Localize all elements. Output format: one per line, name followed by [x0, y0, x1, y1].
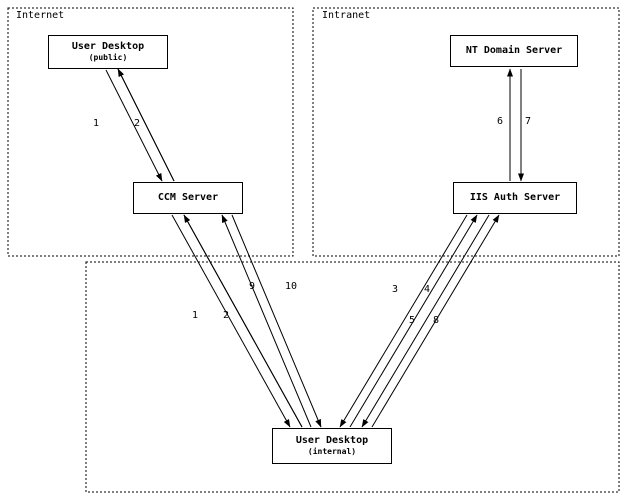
zone-label-intranet: Intranet [322, 10, 371, 21]
edge-label-3: 3 [392, 284, 399, 295]
node-iis-auth-server[interactable] [453, 182, 577, 214]
edge-label-2-public: 2 [134, 118, 141, 129]
edge-label-4: 4 [424, 284, 431, 295]
node-nt-domain-server[interactable] [450, 35, 578, 67]
edge-label-8: 8 [433, 315, 440, 326]
node-title: NT Domain Server [465, 45, 563, 56]
node-subtitle: (public) [88, 53, 128, 62]
edge-label-7: 7 [525, 116, 532, 127]
node-user-desktop-public[interactable] [48, 35, 168, 69]
edge-label-5: 5 [409, 315, 416, 326]
edge-label-9: 9 [249, 281, 256, 292]
node-title: User Desktop [295, 435, 369, 446]
edge-label-6: 6 [497, 116, 504, 127]
flow-iis-to-internal-desktop [340, 215, 499, 427]
edge-label-10: 10 [285, 281, 298, 292]
node-user-desktop-internal[interactable] [272, 428, 392, 464]
edge-label-1-internal: 1 [192, 310, 199, 321]
flow-iis-to-nt-domain [510, 69, 521, 181]
node-title: CCM Server [157, 192, 219, 203]
edge-label-2-internal: 2 [223, 310, 230, 321]
node-subtitle: (internal) [307, 447, 357, 456]
flow-ccm-to-internal-desktop [172, 215, 321, 427]
node-title: User Desktop [71, 41, 145, 52]
node-ccm-server[interactable] [133, 182, 243, 214]
zone-label-internet: Internet [16, 10, 65, 21]
edge-label-1-public: 1 [93, 118, 100, 129]
node-title: IIS Auth Server [469, 192, 561, 203]
